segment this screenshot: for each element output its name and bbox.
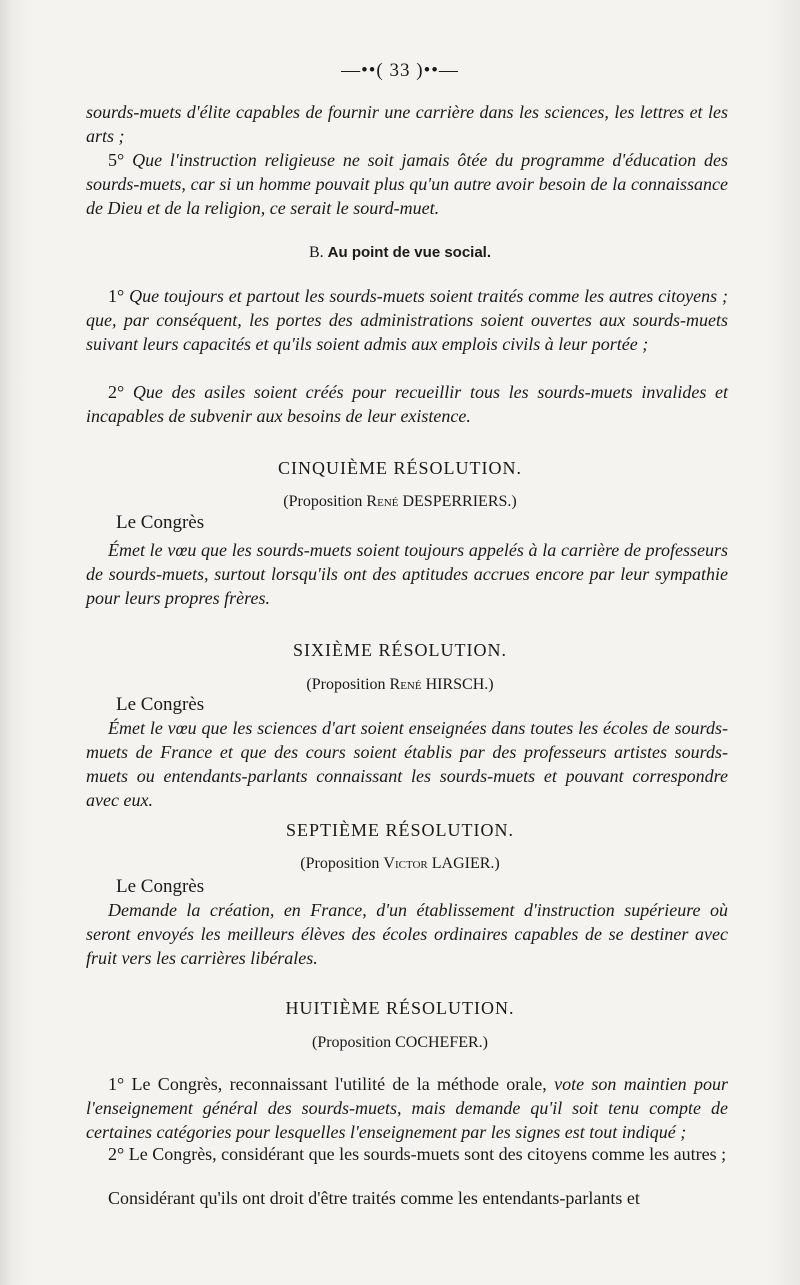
- item-text-italic: vote son maintien pour l'enseignement général des sourds-muets, mais demande qu'il soit tenu compte de certaines catégories pour lesquelles l'enseignement par les signes est tout indiqué ;: [86, 1074, 728, 1142]
- item-text-roman: Le Congrès, reconnaissant l'utilité de la méthode orale,: [131, 1074, 547, 1094]
- item-number: 1°: [108, 286, 125, 306]
- proposition-last-name: HIRSCH.): [425, 676, 494, 693]
- resolution-6-proposition: [0, 676, 800, 694]
- proposition-first-name: René: [366, 493, 399, 510]
- resolution-7-proposition: [0, 855, 800, 873]
- resolution-8-title: HUITIÈME RÉSOLUTION.: [285, 998, 515, 1018]
- resolution-8-paragraph-2: [86, 1142, 728, 1166]
- proposition-last-name: LAGIER.): [431, 855, 500, 872]
- resolution-5-lead: Le Congrès: [116, 512, 205, 533]
- item-text: Que des asiles soient créés pour recueillir tous les sourds-muets invalides et incapables de subvenir aux besoins de leur existence.: [86, 382, 728, 426]
- item-text: Que l'instruction religieuse ne soit jamais ôtée du programme d'éducation des sourds-muets, car si un homme pouvait plus qu'un autre avoir besoin de la connaissance de Dieu et de la religion, ce serait le sourd-muet.: [86, 150, 729, 218]
- resolution-7-lead: Le Congrès: [116, 876, 205, 897]
- proposition-prefix: (Proposition: [283, 493, 363, 510]
- item-number: 2°: [108, 1144, 125, 1164]
- resolution-5-title: CINQUIÈME RÉSOLUTION.: [278, 458, 522, 478]
- proposition-last-name: DESPERRIERS.): [402, 493, 517, 510]
- proposition-prefix: (Proposition: [306, 676, 386, 693]
- resolution-8-proposition: (Proposition COCHEFER.): [311, 1034, 488, 1051]
- proposition-first-name: René: [389, 676, 422, 693]
- resolution-6-lead: Le Congrès: [116, 694, 205, 715]
- resolution-6-body: Émet le vœu que les sciences d'art soient enseignées dans toutes les écoles de sourds-muets de France et que des cours soient établis par des professeurs artistes sourds-muets ou entendants-parlants connaissant les sourds-muets et pouvant correspondre avec eux.: [86, 718, 728, 810]
- resolution-7-title: SEPTIÈME RÉSOLUTION.: [286, 820, 514, 840]
- resolution-6-title: SIXIÈME RÉSOLUTION.: [293, 640, 507, 660]
- section-letter: B.: [308, 244, 324, 261]
- section-b-item-1: [86, 284, 728, 356]
- item-number: 1°: [108, 1074, 125, 1094]
- resolution-8-paragraph-3: Considérant qu'ils ont droit d'être traités comme les entendants-parlants et: [108, 1188, 640, 1208]
- section-title: Au point de vue social.: [327, 244, 492, 261]
- item-number: 2°: [108, 382, 125, 402]
- resolution-5-proposition: [0, 493, 800, 511]
- resolution-5-body: Émet le vœu que les sourds-muets soient toujours appelés à la carrière de professeurs de sourds-muets, surtout lorsqu'ils ont des aptitudes accrues encore par leur sympathie pour leurs propres frères.: [86, 540, 728, 608]
- resolution-7-body: Demande la création, en France, d'un établissement d'instruction supérieure où seront envoyés les meilleurs élèves des écoles ordinaires capables de se destiner avec fruit vers les carrières libérales.: [86, 900, 728, 968]
- section-b-item-2: [86, 380, 728, 428]
- intro-paragraph-1: sourds-muets d'élite capables de fournir une carrière dans les sciences, les lettres et les arts ;: [86, 102, 728, 146]
- item-number: 5°: [108, 150, 125, 170]
- proposition-prefix: (Proposition: [300, 855, 380, 872]
- item-text: Le Congrès, considérant que les sourds-muets sont des citoyens comme les autres ;: [128, 1144, 727, 1164]
- intro-paragraph-2: [86, 148, 728, 220]
- item-text: Que toujours et partout les sourds-muets soient traités comme les autres citoyens ; que, par conséquent, les portes des administrations soient ouvertes aux sourds-muets suivant leurs capacités et qu'ils soient admis aux emplois civils à leur portée ;: [86, 286, 729, 354]
- proposition-first-name: Victor: [383, 855, 428, 872]
- resolution-8-paragraph-1: [86, 1072, 728, 1144]
- page-number: —••( 33 )••—: [341, 60, 459, 81]
- section-b-heading: [0, 244, 800, 262]
